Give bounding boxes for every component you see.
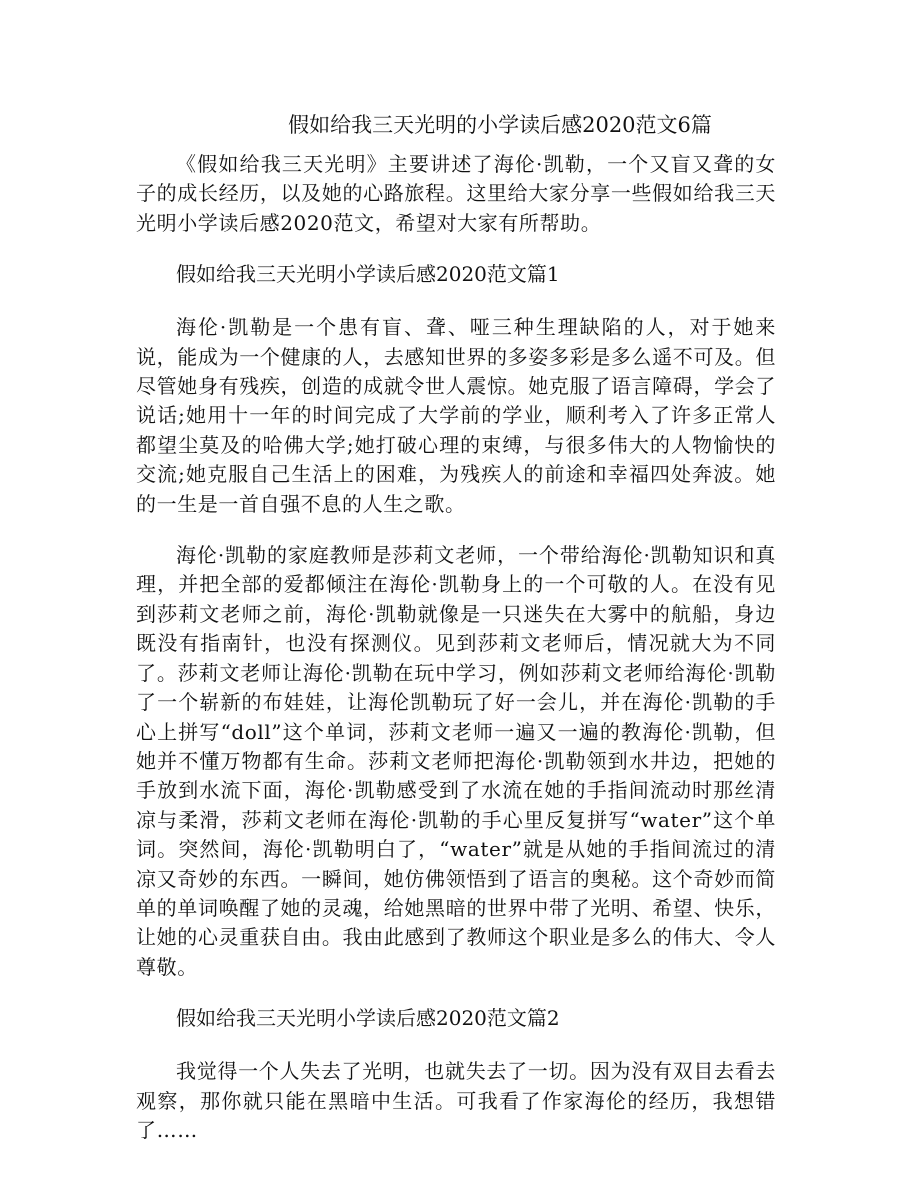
section-1-paragraph-2: 海伦·凯勒的家庭教师是莎莉文老师，一个带给海伦·凯勒知识和真理，并把全部的爱都倾注在海伦·凯勒身上的一个可敬的人。在没有见到莎莉文老师之前，海伦·凯勒就像是一只迷失在大雾中的航船，身边既没有指南针，也没有探测仪。见到莎莉文老师后，情况就大为不同了。莎莉文老师让海伦·凯勒在玩中学习，例如莎莉文老师给海伦·凯勒了一个崭新的布娃娃，让海伦凯勒玩了好一会儿，并在海伦·凯勒的手心上拼写“doll”这个单词，莎莉文老师一遍又一遍的教海伦·凯勒，但她并不懂万物都有生命。莎莉文老师把海伦·凯勒领到水井边，把她的手放到水流下面，海伦·凯勒感受到了水流在她的手指间流动时那丝清凉与柔滑，莎莉文老师在海伦·凯勒的手心里反复拼写“water”这个单词。突然间，海伦·凯勒明白了，“water”就是从她的手指间流过的清凉又奇妙的东西。一瞬间，她仿佛领悟到了语言的奥秘。这个奇妙而简单的单词唤醒了她的灵魂，给她黑暗的世界中带了光明、希望、快乐，让她的心灵重获自由。我由此感到了教师这个职业是多么的伟大、令人尊敬。 (136, 543, 776, 979)
section-2-paragraph-1: 我觉得一个人失去了光明，也就失去了一切。因为没有双目去看去观察，那你就只能在黑暗中生活。可我看了作家海伦的经历，我想错了…… (136, 1059, 776, 1142)
section-heading-1: 假如给我三天光明小学读后感2020范文篇1 (176, 262, 560, 287)
intro-paragraph: 《假如给我三天光明》主要讲述了海伦·凯勒，一个又盲又聋的女子的成长经历，以及她的心路旅程。这里给大家分享一些假如给我三天光明小学读后感2020范文，希望对大家有所帮助。 (136, 152, 776, 235)
document-body (136, 150, 776, 1167)
document-title: 假如给我三天光明的小学读后感2020范文6篇 (288, 113, 712, 137)
section-1-paragraph-1: 海伦·凯勒是一个患有盲、聋、哑三种生理缺陷的人，对于她来说，能成为一个健康的人，去感知世界的多姿多彩是多么遥不可及。但尽管她身有残疾，创造的成就令世人震惊。她克服了语言障碍，学会了说话;她用十一年的时间完成了大学前的学业，顺利考入了许多正常人都望尘莫及的哈佛大学;她打破心理的束缚，与很多伟大的人物愉快的交流;她克服自己生活上的困难，为残疾人的前途和幸福四处奔波。她的一生是一首自强不息的人生之歌。 (136, 315, 776, 516)
section-heading-2: 假如给我三天光明小学读后感2020范文篇2 (176, 1006, 560, 1031)
